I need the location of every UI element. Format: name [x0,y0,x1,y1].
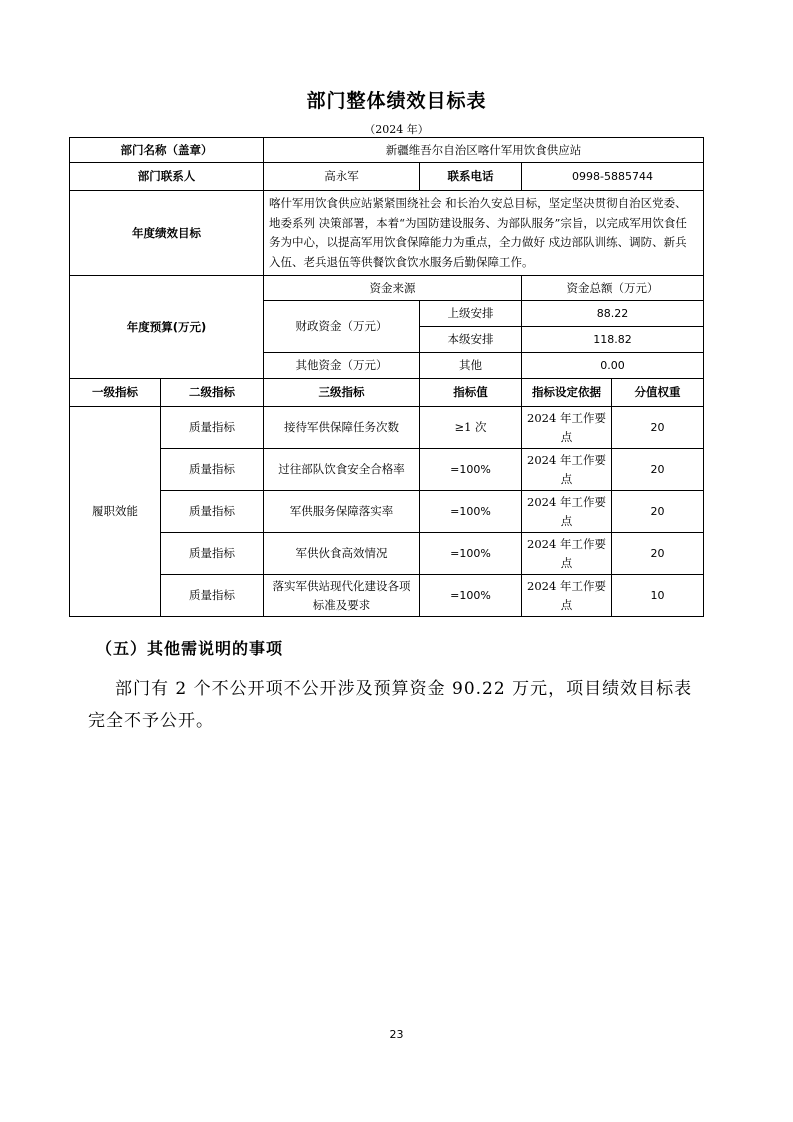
weight-cell: 10 [612,575,704,617]
value-cell: =100% [420,575,522,617]
contact-value: 高永军 [264,163,420,191]
local-label: 本级安排 [420,327,522,353]
upper-value: 88.22 [522,301,704,327]
basis-cell: 2024 年工作要点 [522,533,612,575]
level3-cell: 军供伙食高效情况 [264,533,420,575]
year-label: （2024 年） [364,123,429,136]
value-cell: =100% [420,533,522,575]
local-value: 118.82 [522,327,704,353]
phone-label: 联系电话 [420,163,522,191]
level2-cell: 质量指标 [161,449,264,491]
dept-contact-row [70,163,704,191]
fiscal-label: 财政资金（万元） [264,301,420,353]
value-cell: =100% [420,491,522,533]
dept-name-label: 部门名称（盖章） [70,138,264,163]
level2-cell: 质量指标 [161,575,264,617]
upper-label: 上级安排 [420,301,522,327]
weight-cell: 20 [612,407,704,449]
weight-cell: 20 [612,533,704,575]
goal-label: 年度绩效目标 [70,191,264,276]
performance-table [69,137,704,617]
phone-value: 0998-5885744 [522,163,704,191]
table-row [70,407,704,449]
weight-cell: 20 [612,449,704,491]
other-sub-label: 其他 [420,353,522,379]
weight-cell: 20 [612,491,704,533]
value-cell: =100% [420,449,522,491]
basis-cell: 2024 年工作要点 [522,575,612,617]
body-paragraph: 部门有 2 个不公开项不公开涉及预算资金 90.22 万元，项目绩效目标表完全不予公开。 [88,679,693,731]
header-level3: 三级指标 [264,379,420,407]
other-value: 0.00 [522,353,704,379]
level3-cell: 军供服务保障落实率 [264,491,420,533]
other-label: 其他资金（万元） [264,353,420,379]
dept-name-row [70,138,704,163]
level3-cell: 接待军供保障任务次数 [264,407,420,449]
source-header: 资金来源 [264,276,522,301]
goal-value: 喀什军用饮食供应站紧紧围绕社会 和长治久安总目标，坚定坚决贯彻自治区党委、地委系列 决策部署，本着“为国防建设服务、为部队服务”宗旨，以完成军用饮食任务为中心，以提高军用饮食保障能力为重点，全力做好 戍边部队训练、调防、新兵入伍、老兵退伍等供餐饮食饮水服务后勤保障工作。 [264,191,704,276]
budget-label: 年度预算(万元) [70,276,264,379]
level2-cell: 质量指标 [161,407,264,449]
level3-cell: 过往部队饮食安全合格率 [264,449,420,491]
indicator-header-row [70,379,704,407]
level3-cell: 落实军供站现代化建设各项标准及要求 [264,575,420,617]
header-level1: 一级指标 [70,379,161,407]
total-header: 资金总额（万元） [522,276,704,301]
page-title: 部门整体绩效目标表 [306,90,487,112]
basis-cell: 2024 年工作要点 [522,491,612,533]
section-heading: （五）其他需说明的事项 [96,639,284,658]
contact-label: 部门联系人 [70,163,264,191]
page-number: 23 [389,1028,404,1041]
header-weight: 分值权重 [612,379,704,407]
table-row [70,575,704,617]
level2-cell: 质量指标 [161,491,264,533]
level1-cell: 履职效能 [70,407,161,617]
budget-header-row [70,276,704,301]
table-row [70,449,704,491]
table-row [70,491,704,533]
basis-cell: 2024 年工作要点 [522,449,612,491]
value-cell: ≥1 次 [420,407,522,449]
table-row [70,533,704,575]
header-level2: 二级指标 [161,379,264,407]
basis-cell: 2024 年工作要点 [522,407,612,449]
dept-name-value: 新疆维吾尔自治区喀什军用饮食供应站 [264,138,704,163]
level2-cell: 质量指标 [161,533,264,575]
header-value: 指标值 [420,379,522,407]
goal-row [70,191,704,276]
header-basis: 指标设定依据 [522,379,612,407]
